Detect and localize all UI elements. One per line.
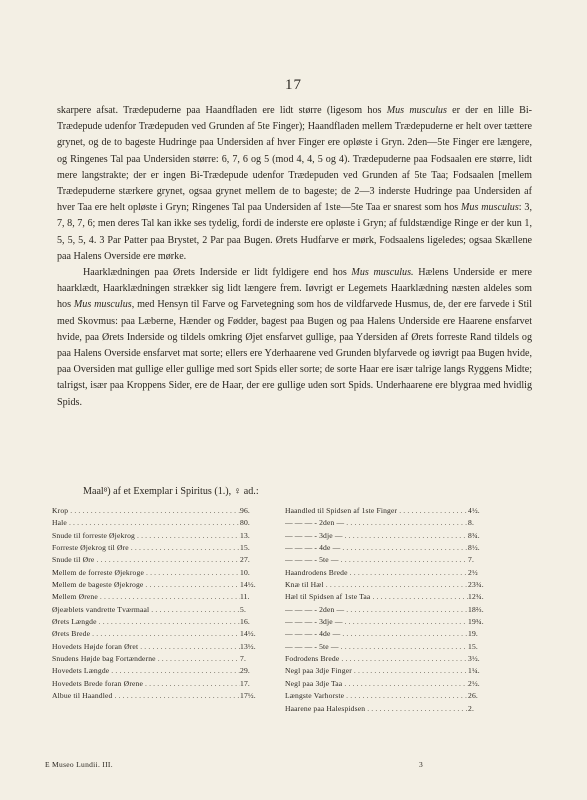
measurement-label: Hovedets Højde foran Øret xyxy=(52,641,139,651)
measurement-value: 5. xyxy=(240,604,246,614)
measurement-label: — — — - 2den — xyxy=(285,518,345,528)
measurement-label: — — — - 3dje — xyxy=(285,530,343,540)
measurement-value: 13. xyxy=(240,530,250,540)
measurement-row xyxy=(285,604,490,616)
measurement-label: Knæ til Hæl xyxy=(285,580,324,590)
dot-leader xyxy=(143,678,240,690)
measurement-value: 2½ xyxy=(468,567,478,577)
dot-leader xyxy=(67,517,240,529)
dot-leader xyxy=(344,690,468,702)
measurement-row xyxy=(285,517,490,529)
measurement-label: — — — - 5te — xyxy=(285,641,339,651)
measurement-label: Fodrodens Brede xyxy=(285,654,340,664)
measurement-value: 19. xyxy=(468,629,478,639)
measurement-value: 11. xyxy=(240,592,250,602)
measurement-row xyxy=(285,653,490,665)
measurement-value: 16. xyxy=(240,617,250,627)
measurement-value: 2½. xyxy=(468,678,480,688)
dot-leader xyxy=(112,690,240,702)
measurement-value: 15. xyxy=(468,641,478,651)
measurement-label: Negl paa 3dje Taa xyxy=(285,678,343,688)
measurement-value: 17. xyxy=(240,678,250,688)
dot-leader xyxy=(344,604,468,616)
measurement-row xyxy=(52,604,262,616)
dot-leader xyxy=(149,604,240,616)
measurement-label: Snudens Højde bag Fortænderne xyxy=(52,654,156,664)
measurement-label: Snude til Øre xyxy=(52,555,95,565)
measurement-value: 17½. xyxy=(240,691,256,701)
measurement-row xyxy=(52,690,262,702)
measurement-value: 29. xyxy=(240,666,250,676)
dot-leader xyxy=(156,653,240,665)
measurement-label: Haandled til Spidsen af 1ste Finger xyxy=(285,506,398,515)
dot-leader xyxy=(397,505,468,517)
measurement-value: 3½. xyxy=(468,654,480,664)
dot-leader xyxy=(365,703,468,715)
measurement-row xyxy=(52,678,262,690)
dot-leader xyxy=(343,530,468,542)
species-name: Mus musculus xyxy=(73,299,132,311)
measurement-row xyxy=(285,616,490,628)
text-segment: er der en lille Bi-Trædepude udenfor Trædepuden ved Grunden af 5te Finger); Haandfladen mellem Trædepuderne er helt over tættere grynet, og de to bageste Hudringe paa Undersiden af hver Finger ere opløste i Gryn. 2den—5te Finger ere længere, og Ringenes Tal paa Undersiden større: 6, 7, 6 og 5 (mod 4, 4, 5 og 4). Trædepuderne paa Fodsaalen ere større, lidt mere langstrakte; der er ingen Bi-Trædepude udenfor Trædepuden ved Grunden af 5te Taa; Fodsaalen [mellem Trædepuderne stærkere grynet, ogsaa grynet mellem de to bageste; de 2—3 inderste Hudringe paa Undersiden af hver Taa ere helt opløste i Gryn; Ringenes Tal paa Undersiden af 1ste—5te Taa er snarest som hos xyxy=(57,105,532,214)
dot-leader xyxy=(340,628,468,640)
measurement-row xyxy=(285,554,490,566)
measurement-row xyxy=(285,690,490,702)
measurement-label: Hale xyxy=(52,518,67,528)
measurement-value: 15. xyxy=(240,543,250,553)
measurement-table-left xyxy=(52,505,262,703)
dot-leader xyxy=(97,616,240,628)
dot-leader xyxy=(138,641,240,653)
measurement-label: Hæl til Spidsen af 1ste Taa xyxy=(285,592,371,602)
measurement-label: Mellem de bageste Øjekroge xyxy=(52,580,144,590)
text-segment: , med Hensyn til Farve og Farvetegning som hos de vildfarvede Husmus, de, der ere farvede i Stil med Skovmus: paa Læberne, Hænder og Fødder, bagest paa Bugen og paa Halens Underside ere Haarene ensfarvet hvide, paa Ørets Inderside og tildels omkring Øjet ensfarvet gullige, paa Ydersiden af Ørets forreste Rand tildels og paa Halens Overside ensfarvet mat sorte; ellers ere Yderhaarene ved Grunden blyfarvede og iøvrigt paa Bugen hvide, paa Oversiden mat gullige eller gullige med sort Spids eller sorte; de sorte Haar ere især talrige langs Ryggens Midte; talrigst, især paa Kroppens Sider, ere de Haar, der ere gullige uden sort Spids. Underhaarene ere blygraa med hvidlig Spids. xyxy=(57,299,533,408)
measurement-label: Krop xyxy=(52,506,69,515)
dot-leader xyxy=(129,542,240,554)
dot-leader xyxy=(343,616,468,628)
paragraph xyxy=(57,265,532,411)
measurement-row xyxy=(52,554,262,566)
measurement-intro: Maal⁸) af et Exemplar i Spiritus (1.), ♀ ad.: xyxy=(83,486,259,497)
dot-leader xyxy=(339,641,468,653)
measurement-row xyxy=(52,505,262,517)
measurement-value: 26. xyxy=(468,691,478,701)
measurement-row xyxy=(285,641,490,653)
measurement-value: 2. xyxy=(468,703,474,713)
measurement-row xyxy=(52,591,262,603)
measurement-row xyxy=(285,567,490,579)
measurement-row xyxy=(285,628,490,640)
measurement-value: 12¾. xyxy=(468,592,484,602)
species-name: Mus musculus xyxy=(461,202,519,214)
measurement-row xyxy=(285,542,490,554)
species-name: Mus musculus. xyxy=(351,267,414,279)
measurement-row xyxy=(52,628,262,640)
measurement-label: — — — - 4de — xyxy=(285,629,341,639)
measurement-row xyxy=(285,579,490,591)
dot-leader xyxy=(342,678,468,690)
measurement-label: Mellem de forreste Øjekroge xyxy=(52,567,144,577)
dot-leader xyxy=(339,653,468,665)
dot-leader xyxy=(94,554,240,566)
measurement-row xyxy=(285,703,490,715)
measurement-table-right xyxy=(285,505,490,715)
paragraph xyxy=(57,103,532,265)
dot-leader xyxy=(339,554,468,566)
measurement-value: 10. xyxy=(240,567,250,577)
measurement-value: 14½. xyxy=(240,580,256,590)
measurement-label: Længste Varhorste xyxy=(285,691,345,701)
measurement-label: — — — - 2den — xyxy=(285,604,345,614)
measurement-row xyxy=(285,591,490,603)
body-text xyxy=(57,103,532,411)
measurement-value: 4½. xyxy=(468,506,480,515)
species-name: Mus musculus xyxy=(386,105,447,116)
text-segment: Hælens Underside er mere haarklædt, Haarklædningen strækker sig lidt længere frem. Iøvrigt er Legemets Haarklædning næsten aldeles som hos xyxy=(57,267,532,311)
measurement-value: 18⅔. xyxy=(468,604,484,614)
text-segment: : 3, 7, 8, 7, 6; men deres Tal kan ikke ses tydelig, fordi de inderste ere opløste i Gryn; af fuldstændige Ringe er der kun 1, 5, 5, 5, 4. 3 Par Patter paa Brystet, 2 Par paa Bugen. Ørets Hudfarve er mørk, Fodsaalens ligeledes; ogsaa Skællene paa Halens Overside ere mørke. xyxy=(57,202,532,262)
dot-leader xyxy=(143,579,240,591)
measurement-label: — — — - 3dje — xyxy=(285,617,343,627)
measurement-row xyxy=(52,530,262,542)
footer-signature: E Museo Lundii. III. xyxy=(45,760,113,769)
measurement-label: Forreste Øjekrog til Øre xyxy=(52,543,129,553)
measurement-value: 1¼. xyxy=(468,666,480,676)
measurement-value: 8½. xyxy=(468,543,480,553)
dot-leader xyxy=(90,628,240,640)
measurement-label: Mellem Ørene xyxy=(52,592,98,602)
measurement-label: Ørets Brede xyxy=(52,629,91,639)
measurement-label: Haandrodens Brede xyxy=(285,567,348,577)
dot-leader xyxy=(370,591,468,603)
page-number: 17 xyxy=(285,77,302,93)
measurement-row xyxy=(52,579,262,591)
measurement-row xyxy=(285,665,490,677)
footer-sheet-number: 3 xyxy=(419,760,424,769)
measurement-label: Albue til Haandled xyxy=(52,691,113,701)
measurement-row xyxy=(52,567,262,579)
measurement-label: Negl paa 3dje Finger xyxy=(285,666,352,676)
dot-leader xyxy=(340,542,468,554)
dot-leader xyxy=(135,530,240,542)
dot-leader xyxy=(344,517,468,529)
dot-leader xyxy=(324,579,468,591)
dot-leader xyxy=(98,591,240,603)
measurement-value: 23¾. xyxy=(468,580,484,590)
measurement-label: Hovedets Brede foran Ørene xyxy=(52,678,143,688)
dot-leader xyxy=(68,505,240,517)
measurement-value: 7. xyxy=(240,654,246,664)
measurement-value: 7. xyxy=(468,555,474,565)
dot-leader xyxy=(348,567,468,579)
measurement-value: 8¾. xyxy=(468,530,480,540)
measurement-label: Haarene paa Halespidsen xyxy=(285,703,366,713)
dot-leader xyxy=(109,665,240,677)
measurement-label: Øjeæblets vandrette Tværmaal xyxy=(52,604,150,614)
measurement-row xyxy=(52,653,262,665)
measurement-row xyxy=(52,616,262,628)
measurement-value: 13½. xyxy=(240,641,256,651)
measurement-row xyxy=(285,678,490,690)
dot-leader xyxy=(352,665,468,677)
measurement-row xyxy=(52,665,262,677)
measurement-label: Ørets Længde xyxy=(52,617,97,627)
measurement-row xyxy=(285,530,490,542)
measurement-row xyxy=(52,641,262,653)
text-segment: skarpere afsat. Trædepuderne paa Haandfladen ere lidt større (ligesom hos xyxy=(57,105,387,116)
text-segment: Haarklædningen paa Ørets Inderside er lidt fyldigere end hos xyxy=(83,267,352,279)
measurement-value: 14½. xyxy=(240,629,256,639)
dot-leader xyxy=(144,567,240,579)
measurement-label: — — — - 5te — xyxy=(285,555,339,565)
measurement-row xyxy=(52,517,262,529)
measurement-label: Hovedets Længde xyxy=(52,666,110,676)
measurement-value: 27. xyxy=(240,555,250,565)
measurement-label: Snude til forreste Øjekrog xyxy=(52,530,135,540)
measurement-row xyxy=(52,542,262,554)
measurement-value: 8. xyxy=(468,518,474,528)
measurement-value: 80. xyxy=(240,518,250,528)
measurement-row xyxy=(285,505,490,517)
measurement-label: — — — - 4de — xyxy=(285,543,341,553)
measurement-value: 96. xyxy=(240,506,250,515)
measurement-value: 19¾. xyxy=(468,617,484,627)
